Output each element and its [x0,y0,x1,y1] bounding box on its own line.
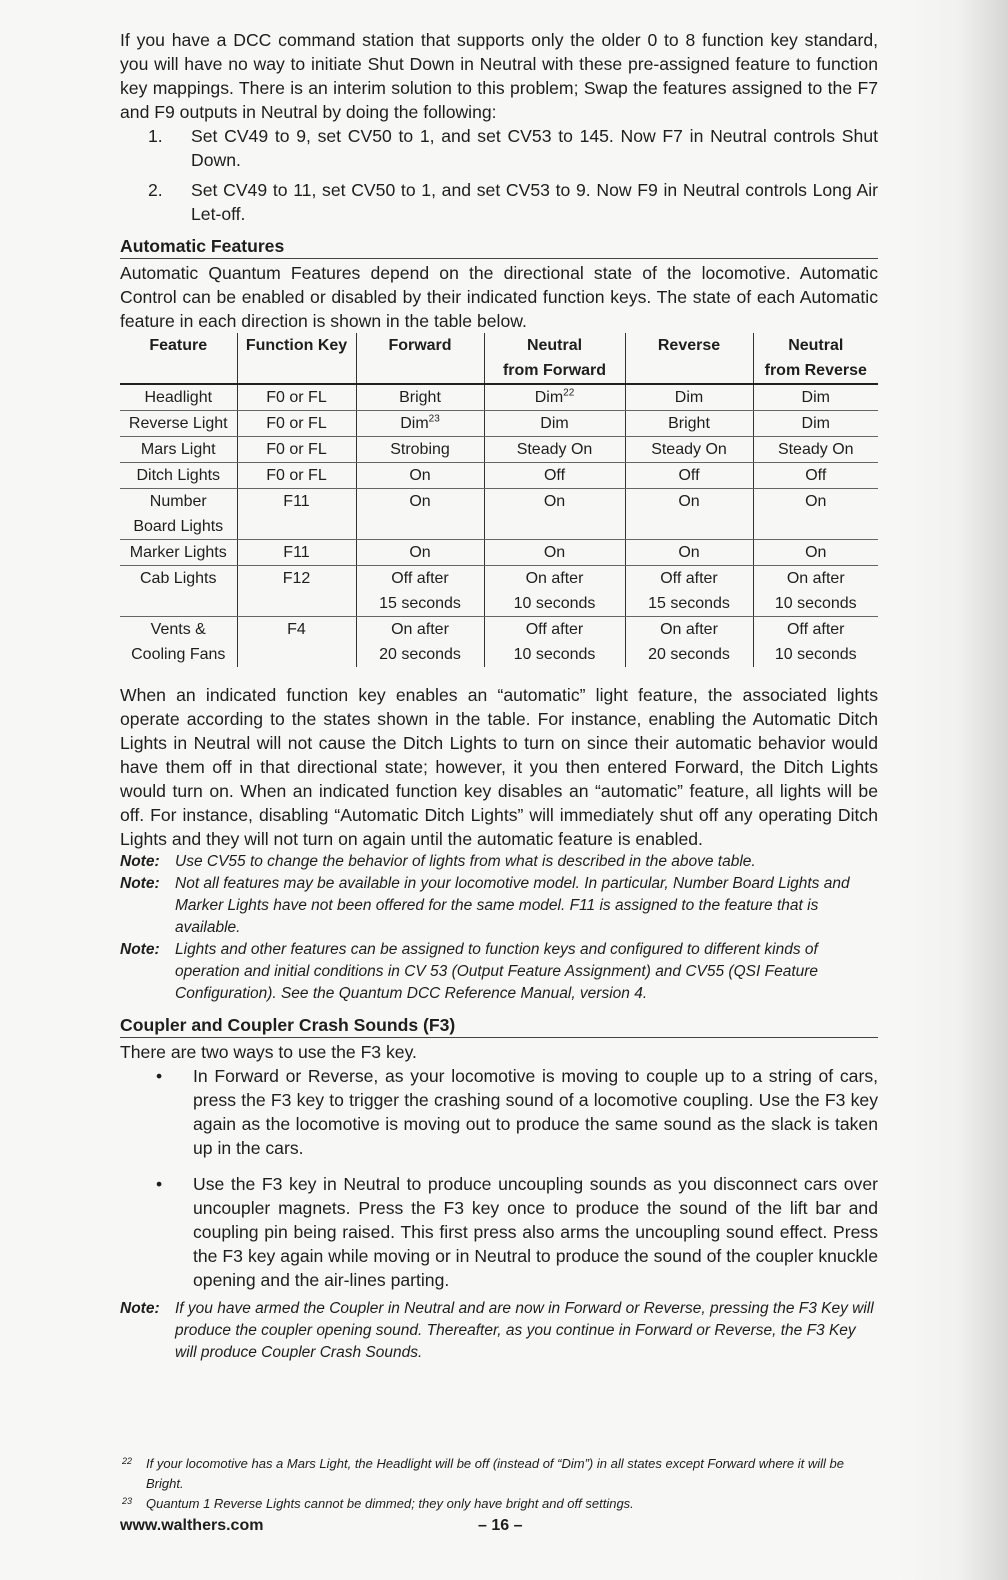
step-item [120,124,878,172]
footnote-text: Quantum 1 Reverse Lights cannot be dimmed; they only have bright and off settings. [146,1496,634,1511]
table-cell: Strobing [356,437,484,463]
table-row [120,566,878,617]
note-text: Not all features may be available in your locomotive model. In particular, Number Board Lights and Marker Lights have not been offered for the same model. F11 is assigned to the feature that is available. [175,875,850,936]
footnote-number: 23 [122,1496,133,1506]
table-cell: On [753,489,878,540]
table-cell: Mars Light [120,437,237,463]
step-item [120,178,878,226]
list-item [120,1172,878,1292]
automatic-features-table [120,333,878,667]
table-cell: Dim [753,411,878,437]
table-header-cell: Neutral from Reverse [753,333,878,384]
table-row [120,384,878,411]
table-cell: F11 [237,540,356,566]
coupler-bullet-list [120,1064,878,1292]
table-row [120,463,878,489]
automatic-features-section [120,234,878,667]
step-text: Set CV49 to 11, set CV50 to 1, and set CV53 to 9. Now F9 in Neutral controls Long Air Let-off. [191,180,878,224]
list-item [120,1064,878,1160]
table-cell: On [356,489,484,540]
page-footer [120,1517,880,1539]
page-edge-shadow [898,0,1008,1580]
table-cell: F0 or FL [237,437,356,463]
table-row [120,540,878,566]
table-cell: Vents & Cooling Fans [131,621,226,663]
note-text: If you have armed the Coupler in Neutral and are now in Forward or Reverse, pressing the F3 Key will produce the coupler opening sound. Thereafter, as you continue in Forward or Reverse, the F3 Key will produce Coupler Crash Sounds. [175,1300,874,1361]
table-cell: F11 [237,489,356,540]
table-cell: Bright [625,411,753,437]
step-number: 1. [148,126,163,146]
footnote [120,1454,880,1494]
bullet-icon: • [156,1066,163,1086]
table-cell: F4 [237,617,356,668]
table-cell: Marker Lights [120,540,237,566]
note [120,873,878,939]
table-cell: Off after 15 seconds [356,566,484,617]
table-cell: Reverse Light [120,411,237,437]
swap-steps-list [120,124,878,226]
table-cell: F0 or FL [237,463,356,489]
table-header-cell: Feature [120,333,237,384]
table-cell: Off after 10 seconds [753,617,878,668]
table-cell: Off [625,463,753,489]
automatic-features-intro: Automatic Quantum Features depend on the directional state of the locomotive. Automatic Control can be enabled or disabled by their indicated function keys. The state of each Automatic feature in each direction is shown in the table below. [120,263,878,331]
coupler-note [120,1298,878,1364]
coupler-intro: There are two ways to use the F3 key. [120,1042,417,1062]
table-row [120,489,878,540]
table-cell: Bright [356,384,484,411]
page-number: – 16 – [478,1517,523,1534]
table-cell: On [484,489,625,540]
table-header-cell: Forward [356,333,484,384]
table-cell: F0 or FL [237,411,356,437]
table-row [120,437,878,463]
table-cell: Off [484,463,625,489]
table-cell: Headlight [120,384,237,411]
note-label: Note: [120,941,160,958]
table-cell: On [356,540,484,566]
table-cell: Dim [753,384,878,411]
bullet-icon: • [156,1174,163,1194]
table-cell: On after 10 seconds [753,566,878,617]
note-label: Note: [120,1300,160,1317]
table-cell: Steady On [625,437,753,463]
step-text: Set CV49 to 9, set CV50 to 1, and set CV53 to 145. Now F7 in Neutral controls Shut Down. [191,126,878,170]
step-number: 2. [148,180,163,200]
table-cell: Off [753,463,878,489]
automatic-features-heading: Automatic Features [120,234,878,259]
note [120,939,878,1005]
table-header-row [120,333,878,384]
table-cell: Steady On [484,437,625,463]
footnote [120,1494,880,1514]
table-cell: Cab Lights [120,566,237,617]
table-cell: F0 or FL [237,384,356,411]
table-cell: Steady On [753,437,878,463]
intro-paragraph: If you have a DCC command station that supports only the older 0 to 8 function key standard, you will have no way to initiate Shut Down in Neutral with these pre-assigned feature to function key mappings. There is an interim solution to this problem; Swap the features assigned to the F7 and F9 outputs in Neutral by doing the following: [120,30,878,122]
table-header-cell: Function Key [237,333,356,384]
table-body [120,384,878,667]
footnote-ref: 23 [428,413,440,425]
note-text: Lights and other features can be assigned to function keys and configured to different kinds of operation and initial conditions in CV 53 (Output Feature Assignment) and CV55 (QSI Feature Configuration). See the Quantum DCC Reference Manual, version 4. [175,941,819,1002]
table-row [120,411,878,437]
table-cell: On [625,489,753,540]
coupler-section [120,1013,878,1364]
footnote-ref: 22 [563,387,575,399]
note-label: Note: [120,853,160,870]
bullet-text: Use the F3 key in Neutral to produce uncoupling sounds as you disconnect cars over uncoupler magnets. Press the F3 key once to produce the sound of the lift bar and coupling pin being raised. This first press also arms the uncoupling sound effect. Press the F3 key again while moving or in Neutral to produce the sound of the coupler knuckle opening and the air-lines parting. [193,1174,878,1290]
table-cell: On [484,540,625,566]
table-cell: Off after 10 seconds [484,617,625,668]
table-cell: Number Board Lights [120,489,237,540]
footnote-number: 22 [122,1456,133,1466]
table-cell: Off after 15 seconds [625,566,753,617]
table-cell: On [356,463,484,489]
table-cell: F12 [237,566,356,617]
note [120,851,878,873]
table-row [120,617,878,668]
table-cell: On after 20 seconds [356,617,484,668]
table-cell: On [753,540,878,566]
bullet-text: In Forward or Reverse, as your locomotive is moving to couple up to a string of cars, press the F3 key to trigger the crashing sound of a locomotive coupling. Use the F3 key again as the locomotive is moving out to produce the same sound as the slack is taken up in the cars. [193,1066,878,1158]
note-text: Use CV55 to change the behavior of lights from what is described in the above table. [175,853,756,870]
table-cell: On after 10 seconds [484,566,625,617]
coupler-heading: Coupler and Coupler Crash Sounds (F3) [120,1013,878,1038]
footnote-text: If your locomotive has a Mars Light, the Headlight will be off (instead of “Dim”) in all states except Forward where it will be Bright. [146,1456,844,1491]
table-header-cell: Reverse [625,333,753,384]
table-cell: On after 20 seconds [625,617,753,668]
website-link[interactable]: www.walthers.com [120,1517,264,1534]
table-header-cell: Neutral from Forward [484,333,625,384]
after-table-paragraph: When an indicated function key enables an “automatic” light feature, the associated lights operate according to the states shown in the table. For instance, enabling the Automatic Ditch Lights in Neutral will not cause the Ditch Lights to turn on since their automatic behavior would have them off in that directional state; however, it you then entered Forward, the Ditch Lights would turn on. When an indicated function key disables an “automatic” feature, all lights will be off. For instance, disabling “Automatic Ditch Lights” will immediately shut off any operating Ditch Lights and they will not turn on again until the automatic feature is enabled. [120,685,878,849]
notes-block [120,851,878,1005]
document-page [120,28,878,1364]
table-cell: Dim$^{23}$ [356,411,484,437]
table-cell: On [625,540,753,566]
note-label: Note: [120,875,160,892]
table-cell: Dim$^{22}$ [484,384,625,411]
table-cell: Dim [484,411,625,437]
table-cell: Dim [625,384,753,411]
footnotes [120,1454,880,1514]
table-cell: Ditch Lights [120,463,237,489]
